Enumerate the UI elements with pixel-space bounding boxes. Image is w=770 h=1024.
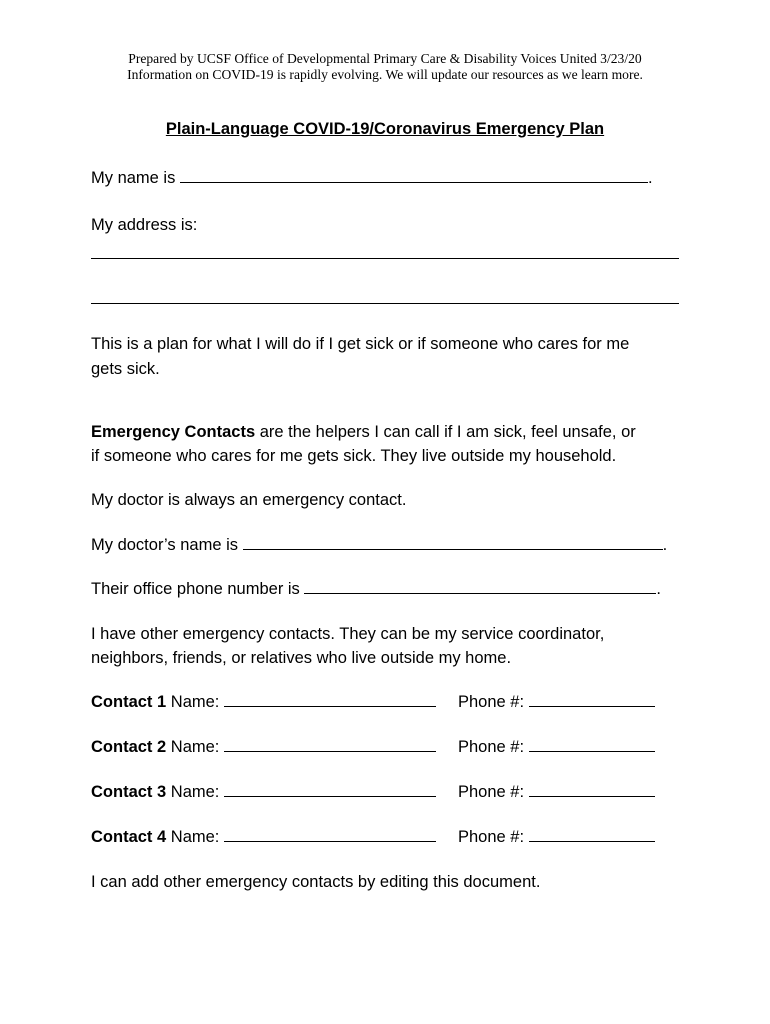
- header-line-1: Prepared by UCSF Office of Developmental Primary Care & Disability Voices United 3/23/20: [128, 51, 642, 66]
- contact-label: Contact 1: [91, 693, 167, 711]
- office-phone-field[interactable]: [304, 579, 656, 594]
- name-label: My name is: [91, 169, 176, 187]
- office-phone-row: [91, 579, 661, 599]
- doctor-name-label: My doctor’s name is: [91, 536, 239, 554]
- contact-2-name-field[interactable]: [224, 737, 436, 752]
- contact-4-name-field[interactable]: [224, 827, 436, 842]
- address-label: My address is:: [91, 216, 198, 234]
- contact-2-phone-field[interactable]: [529, 737, 655, 752]
- contact-row-3: [91, 782, 691, 802]
- office-phone-label: Their office phone number is: [91, 580, 300, 598]
- contact-3-name-field[interactable]: [224, 782, 436, 797]
- contact-phone-label: Phone #:: [458, 738, 525, 756]
- doctor-name-row: [91, 535, 667, 555]
- contact-row-1: [91, 692, 691, 712]
- document-title: Plain-Language COVID-19/Coronavirus Emergency Plan: [165, 120, 605, 138]
- contact-name-label: Name:: [166, 693, 220, 711]
- name-field[interactable]: [180, 168, 648, 183]
- contact-4-phone-field[interactable]: [529, 827, 655, 842]
- contact-label: Contact 2: [91, 738, 167, 756]
- emergency-heading: Emergency Contacts: [91, 423, 256, 441]
- plan-text-line-2: gets sick.: [91, 360, 160, 378]
- name-end: .: [647, 169, 653, 187]
- contact-name-label: Name:: [166, 738, 220, 756]
- address-field-2[interactable]: [91, 303, 679, 304]
- contact-label: Contact 4: [91, 828, 167, 846]
- other-contacts-line-1: I have other emergency contacts. They can be my service coordinator,: [91, 625, 605, 643]
- plan-text-line-1: This is a plan for what I will do if I get sick or if someone who cares for me: [91, 335, 630, 353]
- emergency-text-line-2: if someone who cares for me gets sick. They live outside my household.: [91, 447, 617, 465]
- address-field-1[interactable]: [91, 258, 679, 259]
- office-phone-end: .: [656, 580, 661, 598]
- contact-phone-label: Phone #:: [458, 783, 525, 801]
- contact-label: Contact 3: [91, 783, 167, 801]
- contact-1-name-field[interactable]: [224, 692, 436, 707]
- doctor-name-end: .: [662, 536, 668, 554]
- contact-name-label: Name:: [166, 783, 220, 801]
- footer-note: I can add other emergency contacts by editing this document.: [91, 873, 541, 891]
- other-contacts-line-2: neighbors, friends, or relatives who live outside my home.: [91, 649, 512, 667]
- doctor-note: My doctor is always an emergency contact.: [91, 491, 407, 509]
- emergency-text-line-1: [91, 422, 636, 442]
- contact-phone-label: Phone #:: [458, 828, 525, 846]
- doctor-name-field[interactable]: [243, 535, 663, 550]
- contact-row-2: [91, 737, 691, 757]
- contact-phone-label: Phone #:: [458, 693, 525, 711]
- header-line-2: Information on COVID-19 is rapidly evolving. We will update our resources as we learn more.: [127, 67, 643, 82]
- emergency-text-rest: are the helpers I can call if I am sick, feel unsafe, or: [255, 423, 636, 441]
- contact-name-label: Name:: [166, 828, 220, 846]
- contact-1-phone-field[interactable]: [529, 692, 655, 707]
- name-row: [91, 168, 653, 188]
- contact-row-4: [91, 827, 691, 847]
- contact-3-phone-field[interactable]: [529, 782, 655, 797]
